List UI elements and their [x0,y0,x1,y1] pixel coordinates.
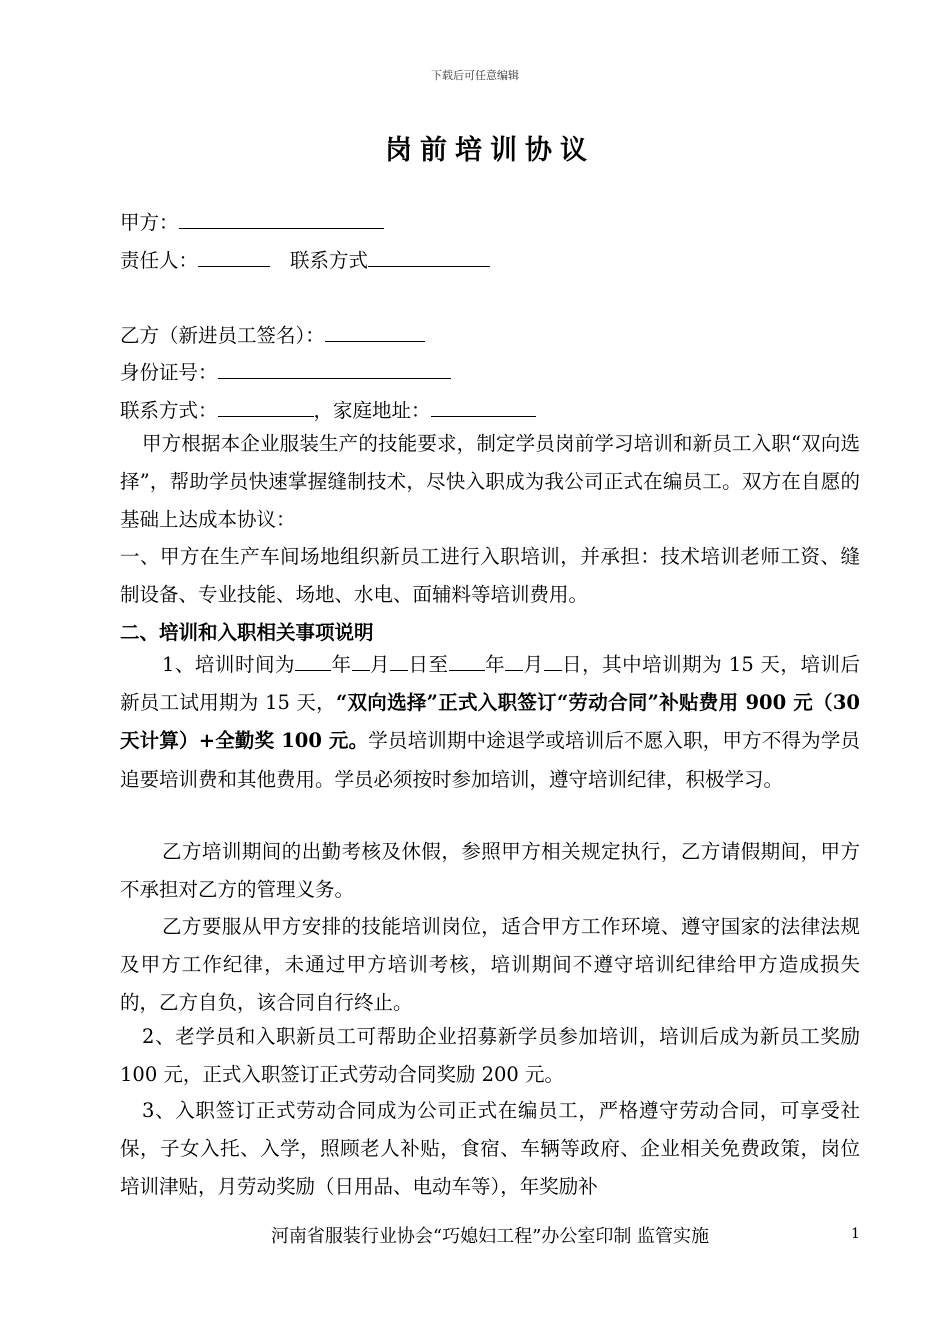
intro-paragraph: 甲方根据本企业服装生产的技能要求，制定学员岗前学习培训和新员工入职“双向选择”，帮助学员快速掌握缝制技术，尽快入职成为我公司正式在编员工。双方在自愿的基础上达成本协议： [120,432,860,532]
year-label-2: 年 [484,653,506,676]
contact-method-label: 联系方式 [290,249,369,272]
attendance-paragraph: 乙方培训期间的出勤考核及休假，参照甲方相关规定执行，乙方请假期间，甲方不承担对乙方的管理义务。 [120,840,860,902]
id-number-line [120,360,451,385]
party-a-label: 甲方： [120,211,179,234]
end-day-blank [544,652,562,671]
item-1-subsidy: “双向选择”正式入职签订“劳动合同”补贴费用 900 元（30 天计算）+全勤奖 100 元。 [120,691,860,753]
page-title: 岗前培训协议 [385,135,595,166]
footer-note: 河南省服装行业协会“巧媳妇工程”办公室印制 监管实施 [270,1226,710,1247]
responsible-blank [198,248,270,267]
party-b-label: 乙方（新进员工签名）： [120,324,325,347]
start-day-blank [390,652,408,671]
start-month-blank [352,652,370,671]
end-year-blank [449,652,485,671]
id-number-blank [218,360,451,379]
item-1-rest: 学员培训期中途退学或培训后不愿入职，甲方不得为学员追要培训费和其他费用。学员必须按时参加培训，遵守培训纪律，积极学习。 [120,729,860,791]
item-1-start: 1、培训时间为 [162,653,295,676]
party-b-blank [325,323,425,342]
responsible-label: 责任人： [120,249,199,272]
month-label: 月 [369,653,391,676]
contact-blank [218,398,314,417]
end-month-blank [505,652,523,671]
day-to-label: 日至 [408,653,449,676]
party-a-blank [179,210,384,229]
page-number: 1 [851,1226,860,1242]
address-label: ，家庭地址： [313,399,431,422]
party-a-line [120,210,384,235]
item-1-period: 日，其中培训期为 15 天，培训后新员工试用期为 15 天， [120,653,860,715]
id-number-label: 身份证号： [120,361,218,384]
section-2-heading: 二、培训和入职相关事项说明 [120,621,374,644]
contact-line [120,398,536,423]
party-b-line [120,323,425,348]
start-year-blank [295,652,331,671]
contact-method-blank [368,248,490,267]
address-blank [431,398,536,417]
obey-paragraph: 乙方要服从甲方安排的技能培训岗位，适合甲方工作环境、遵守国家的法律法规及甲方工作纪律，未通过甲方培训考核，培训期间不遵守培训纪律给甲方造成损失的，乙方自负，该合同自行终止。 [120,915,860,1015]
section-1: 一、甲方在生产车间场地组织新员工进行入职培训，并承担：技术培训老师工资、缝制设备、专业技能、场地、水电、面辅料等培训费用。 [120,545,860,607]
header-note: 下载后可任意编辑 [431,69,519,82]
year-label: 年 [330,653,352,676]
item-2-paragraph: 2、老学员和入职新员工可帮助企业招募新学员参加培训，培训后成为新员工奖励 100 元，正式入职签订正式劳动合同奖励 200 元。 [120,1025,860,1087]
month-label-2: 月 [523,653,544,676]
contact-label: 联系方式： [120,399,218,422]
responsible-line [120,248,490,273]
item-3-paragraph: 3、入职签订正式劳动合同成为公司正式在编员工，严格遵守劳动合同，可享受社保，子女入托、入学，照顾老人补贴，食宿、车辆等政府、企业相关免费政策，岗位培训津贴，月劳动奖励（日用品、电动车等），年奖励补 [120,1099,860,1199]
item-1-paragraph [120,646,860,799]
